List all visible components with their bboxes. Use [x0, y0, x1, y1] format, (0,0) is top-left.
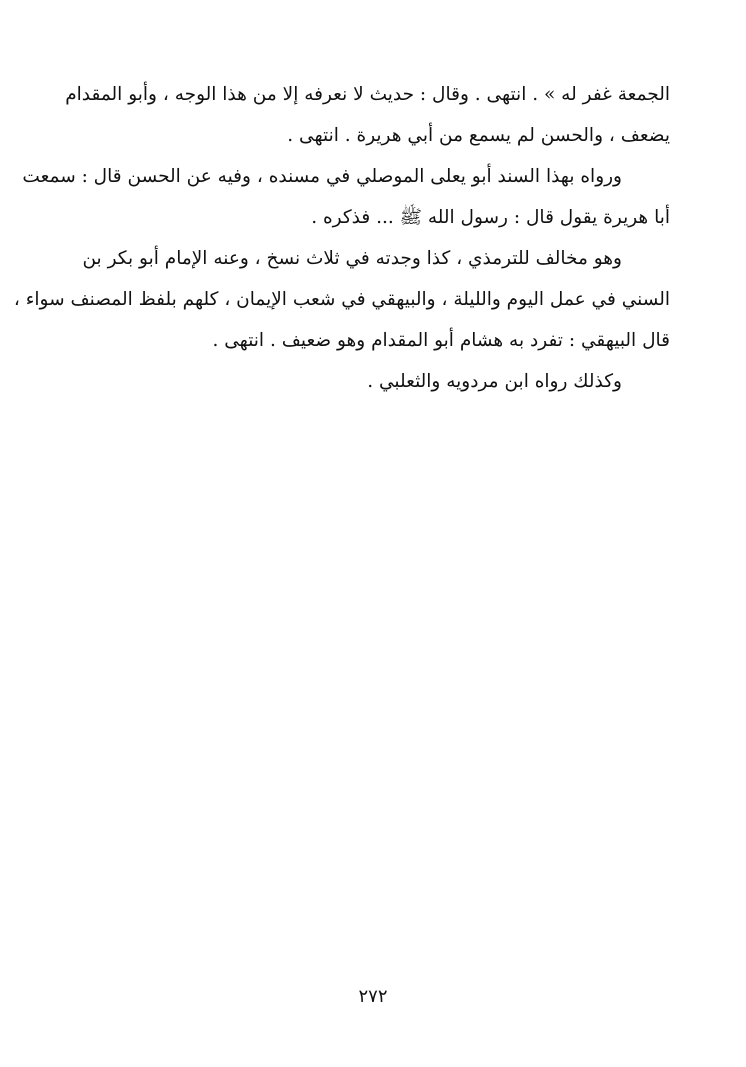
body-text: [13, 74, 670, 402]
text-line: يضعف ، والحسن لم يسمع من أبي هريرة . انتهى .: [287, 125, 670, 146]
text-line: قال البيهقي : تفرد به هشام أبو المقدام وهو ضعيف . انتهى .: [212, 330, 670, 351]
paragraph-3: [13, 238, 670, 361]
paragraph-1: [65, 74, 670, 156]
text-line: الجمعة غفر له » . انتهى . وقال : حديث لا نعرفه إلا من هذا الوجه ، وأبو المقدام: [65, 84, 670, 105]
paragraph-4: [88, 361, 670, 402]
text-line: وهو مخالف للترمذي ، كذا وجدته في ثلاث نسخ ، وعنه الإمام أبو بكر بن: [82, 248, 622, 269]
paragraph-2: [22, 156, 670, 238]
text-line: وكذلك رواه ابن مردويه والثعلبي .: [367, 371, 622, 392]
text-line: السني في عمل اليوم والليلة ، والبيهقي في شعب الإيمان ، كلهم بلفظ المصنف سواء ،: [13, 289, 670, 310]
text-line: أبا هريرة يقول قال : رسول الله ﷺ ... فذكره .: [311, 207, 670, 228]
page-number: ٢٧٢: [358, 986, 388, 1007]
text-line: ورواه بهذا السند أبو يعلى الموصلي في مسنده ، وفيه عن الحسن قال : سمعت: [22, 166, 622, 187]
